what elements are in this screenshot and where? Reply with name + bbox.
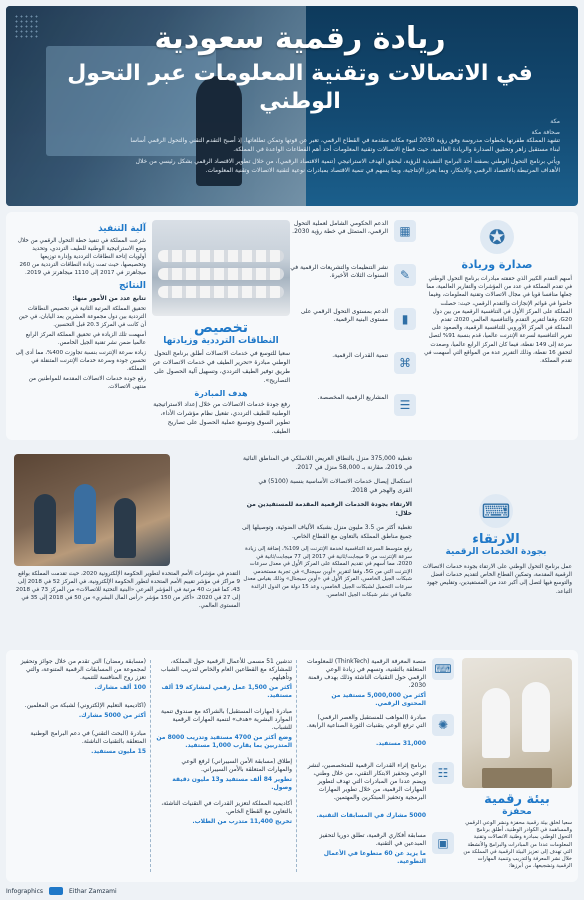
laptop-icon: ⌨: [432, 658, 454, 680]
quality-point: تغطية 375,000 منزل بالنطاق العريض اللاسلكي في المناطق النائية في 2019، مقارنة بـ 58,000 منزل في 2017.: [242, 455, 412, 471]
goal-title: هدف المبادرة: [194, 389, 248, 398]
quality-point: الارتقاء بجودة الخدمات الرقمية المقدمة للمستفيدين من خلال:: [246, 501, 412, 517]
quality-point: تغطية أكثر من 3.5 مليون منزل بشبكة الألياف الضوئية، وتوصيلها إلى جميع مناطق المملكة بالتعاون مع القطاع الخاص.: [242, 524, 412, 540]
robotics-photo: [462, 658, 572, 788]
hero-intro: [120, 136, 560, 178]
environment-list-left: [14, 658, 146, 756]
location: مكة: [550, 118, 560, 125]
people-icon: ☰: [394, 394, 416, 416]
quality-right: [420, 454, 572, 596]
leadership-text: أسهم التقدم الكبير الذي حققته مبادرات برنامج التحول الوطني في تقدم المملكة في عدد من المؤشرات والتقارير العالمية، مما جعلها منافسا قويا في مجال الاتصالات وتقنية المعلومات، وفيما خاضوا في قوائم الإنجازات والتقدم الرقمي، حيث: حصلت المملكة على المركز الأول في التنافسية الرقمية من بين دول G20، وفقا لتقرير التقدم والتنافسية العالمي 2020، تقدم المملكة في المركز الأوروبي للتنافسية الرقمية، والصعود على تقرير التنافسية لسرعة الإنترنت عالميا، قدم بنسبة 91% لتصل سرعة إلى 149 نقطة، فيما كان المركز الرابع عالميا، وصعدت لتحقق 16 نقطة، وذلك التقرير عدة من المواقع التي أسهمت في تقدم المملكة.: [424, 276, 572, 365]
env-item-highlight: 5000 مشارك في المسابقات التقنية.: [316, 812, 426, 819]
student-figure: [74, 484, 96, 544]
divider: [150, 660, 151, 872]
egov-rank-text: التقدم في مؤشرات الأمم المتحدة لتطوير الحكومة الإلكترونية 2020، حيث تقدمت المملكة بواقع 9 مراكز في مؤشر تقييم الأمم المتحدة لتطور الحكومة الإلكترونية، في المركز 52 في 2018 إلى 43، كما قفزت 40 مرتبة في المؤشر الفرعي «البنية التحتية للاتصالات» من المركز 73 في 2018 إلى 27 في 2020، «أكثر من 150 مؤشر «رأس المال البشري» من 50 في 2018 إلى 35 في المستوى العالمي.: [15, 571, 240, 609]
badge-icon: ✪: [480, 220, 514, 254]
divider: [296, 660, 297, 872]
impl-text: شرعت المملكة في تنفيذ خطة التحول الرقمي من خلال وضع الاستراتيجية الوطنية للطيف الترددي، وتحديد أولويات إتاحة النطاقات الترددية وإدارة توزيعها وتخصيصها، حيث تمت زيادة النطاقات الترددية من 260 ميجاهرتز في 2017 إلى 1110 ميجاهرتز في 2019.: [17, 238, 146, 276]
env-item-text: مبادرة (المواهب للمستقبل والعصر الرقمي) التي ترفع الوعي بتقنيات الثورة الصناعية الرابعة.: [306, 714, 426, 729]
dots-decoration: [14, 14, 40, 40]
robot-board: [482, 768, 552, 788]
env-item-text: منصة المعرفة الرقمية (ThinkTech) للمعلومات المتعلقة بالتقنية، وتسهم في زيادة الوعي الرقمي حول التقنيات الناشئة وذلك بهدف رقمنة 2030.: [307, 658, 426, 689]
section-spectrum: [6, 212, 578, 440]
network-icon: ⌘: [394, 352, 416, 374]
spectrum-main: [152, 320, 290, 436]
student-figure: [482, 688, 510, 758]
environment-title: بيئة رقمية: [484, 792, 550, 807]
section-environment: [6, 650, 578, 882]
grid-icon: ▦: [394, 220, 416, 242]
environment-intro-column: [462, 792, 572, 870]
quality-title: الارتقاء: [472, 532, 520, 547]
bulb-icon: ✺: [432, 714, 454, 736]
enabler-text: نشر التنظيمات والتشريعات الرقمية في السنوات الثلاث الأخيرة.: [290, 264, 388, 279]
student-figure: [114, 498, 136, 558]
result-item: رفع جودة خدمات الاتصالات المقدمة للمواطنين من منتهى الاتصالات.: [28, 376, 146, 390]
spectrum-text: سعيا للتوسع في خدمات الاتصالات أطلق برنامج التحول الوطني مبادرة «تحرير الطيف في خدمات الاتصالات عن طريق توفير الطيف الترددي، وتسهيل آلية الحصول على التصاريح».: [152, 350, 290, 384]
quality-point: رفع متوسط السرعة التنافسية لخدمة الإنترنت إلى 109%، إضافة إلى زيادة سرعة الإنترنت من 9 ميجابت/ثانية في 2017 إلى 77 ميجابت/ثانية في 2020، مما أسهم في تقديم المملكة على المركز الأول في معدل سرعات الإنترنت التي من 5G، وفقا لتقرير «أوبن سيجنال» في تجربة مستخدمي شبكات الجيل الخامس، المركز الأول في «أوبن سيجنال» وذلك بقياس معدل سرعات التحميل لشبكات الجيل الخامس، وعد 15 دولة من الدول الرائدة عالميا في نشر شبكات الجيل الخامس.: [243, 546, 412, 598]
env-item-highlight: 31,000 مستفيد.: [375, 740, 426, 747]
enabler-text: تنمية القدرات الرقمية.: [332, 352, 388, 359]
quality-intro: عمل برنامج التحول الوطني على الارتقاء بجودة خدمات الاتصالات الرقمية المقدمة، وتمكين القطاع الخاص لتقديم خدمات أفضل والتوسع فيها لتصل إلى أكبر عدد من المستفيدين، وتقليص جهود التباعد.: [422, 564, 572, 595]
mid-item-highlight: أكثر من 1,500 عمل رقمي لمشاركة 19 ألف مستفيد.: [161, 684, 292, 699]
enabler-text: المشاريع الرقمية المخصصة.: [317, 394, 388, 401]
mid-item-highlight: وضع أكثر من 4700 مستفيد وتدريب 8000 من المتدربين بما يقارب 1,000 مستفيد.: [156, 734, 292, 749]
env-item-highlight: ما يزيد عن 60 متطوعا في الأعمال التطوعية.: [323, 850, 426, 865]
left-item-text: مبادرة (البحث التقني) في دعم البرامج الوطنية المتعلقة بالتقنيات الناشئة.: [30, 730, 146, 745]
chip-icon: ▣: [432, 832, 454, 854]
environment-list-right: [304, 658, 454, 878]
footer-author: Eithar Zamzami: [69, 887, 117, 895]
goal-text: رفع جودة خدمات الاتصالات من خلال إعداد الاستراتيجية الوطنية للطيف الترددي، تفعيل نظام مؤشرات الأداء، تطوير السوق وتوسيع عملية الحصول على تصاريح الطيف.: [153, 401, 290, 435]
results-sub: تتابع عدد من الأمور منها:: [72, 295, 146, 302]
enablers-column: [286, 220, 416, 432]
env-item-text: برنامج إثراء القدرات الرقمية للمتخصصين، لنشر الوعي وتحفيز الابتكار التقني، من خلال وطني، ويضم عددا من المبادرات التي تهدف لتطوير المهارات الرقمية، من خلال تطوير المهارات البرمجية وتحفيز المبتكرين والمهتمين.: [307, 762, 426, 801]
mid-item-text: إطلاق (مسابقة الأمن السيبراني) لرفع الوعي والمهارات المتعلقة بالأمن السيبراني.: [181, 758, 292, 773]
environment-title-2: محفزة: [502, 807, 532, 817]
section-quality: [6, 446, 578, 644]
mid-item-highlight: تطوير 84 ألف مستفيد و13 مليون دقيقة وصول.: [172, 776, 292, 791]
result-item: زيادة سرعة الإنترنت بنسبة تجاوزت 400%، مما أدى إلى تحسين جودة وسرعة خدمات الإنترنت المتنقلة في المملكة.: [15, 350, 146, 372]
intro-p1: تشهد المملكة طفرتها بخطوات مدروسة وفق رؤية 2030 لتبوء مكانة متقدمة في القطاع الرقمي، تعبر عن قوتها وتمكن تطلعاتها. إذ أصبح التقدم التقني والتحول الرقمي أساسا لبناء مستقبل زاهر وتحقيق الصدارة والريادة العالمية، حيث قطاع الاتصالات وتقنية المعلومات أحد أهم القطاعات الواعدة في المملكة.: [130, 137, 560, 153]
mid-item-highlight: تخريج 11,400 متدرب من الطلاب.: [192, 818, 292, 825]
leadership-title: صدارة وريادة: [461, 258, 533, 271]
mid-item-text: تدشين 51 مسمى للأعمال الرقمية حول المملكة، للمشاركة مع القطاعين العام والخاص لتدريب الشباب وتأهيلهم.: [160, 658, 292, 681]
mid-item-text: أكاديمية المملكة لتعزيز القدرات في التقنيات الناشئة، بالتعاون مع القطاع الخاص.: [161, 800, 292, 815]
hero-subtitle: في الاتصالات وتقنية المعلومات عبر التحول الوطني: [67, 61, 533, 114]
student-figure: [34, 494, 56, 554]
spectrum-title: تخصيص: [194, 320, 248, 336]
conference-photo: [152, 220, 290, 316]
hero-title: ريادة رقمية سعودية: [154, 21, 446, 56]
bars-icon: ▮: [394, 308, 416, 330]
footer: [6, 884, 578, 898]
left-item-text: (مسابقة رمضان) التي تقدم من خلال جوائز وتحفيز لمجموعة من المسابقات الرقمية المتنوعة، والتي تعزز روح المنافسة للتنمية.: [20, 658, 146, 681]
left-item-highlight: 15 مليون مستفيد.: [91, 748, 146, 755]
env-item-highlight: أكثر من 5,000,000 مستفيد من المحتوى الرقمي.: [331, 692, 426, 707]
student-figure: [522, 682, 550, 752]
result-item: تحقيق المملكة المرتبة الثانية في تخصيص النطاقات الترددية بين دول مجموعة العشرين بعد اليابان، في حين أن كانت في المركز 20.3 قبل التحسين.: [18, 306, 146, 328]
impl-title: آلية التنفيذ: [98, 224, 146, 234]
brand-logo-icon: [49, 887, 63, 895]
pen-icon: ✎: [394, 264, 416, 286]
left-item-text: (اكاديمية التعليم الإلكتروني) لشبكة من المعلمين.: [24, 702, 146, 709]
quality-title-2: بجودة الخدمات الرقمية: [445, 547, 547, 557]
mid-item-text: مبادرة (مهارات المستقبل) بالشراكة مع صندوق تنمية الموارد البشرية «هدف» لتنمية المهارات الرقمية للشباب.: [161, 708, 292, 731]
env-item-text: مسابقة أفكاري الرقمية، تطلق دوريا لتحفيز المبدعين في التقنية.: [319, 832, 426, 847]
quality-point: استكمال إيصال خدمات الاتصالات الأساسية بنسبة (5100) في القرى والهجر في 2018.: [258, 478, 412, 494]
environment-intro: سعيا لخلق بيئة رقمية محفزة ونشر الوعي الرقمي والمساهمة في الكوادر الوطنية، أطلق برنامج التحول الوطني بمبادرة وطنية الاتصالات وتقنية المعلومات عددا من المبادرات والبرامج والأنشطة التي تهدف إلى تعزيز البيئة الرقمية في المملكة من خلال نشر المعرفة والتدريب وتنمية المهارات الرقمية وتشجيعها، من أبرزها:: [463, 820, 572, 870]
stack-icon: ☷: [432, 762, 454, 784]
audience-row: [158, 268, 284, 280]
spectrum-title-2: النطاقات الترددية وزيادتها: [163, 336, 279, 346]
audience-row: [158, 286, 284, 298]
laptop-icon: ⌨: [479, 494, 513, 528]
left-item-highlight: أكثر من 5000 مشارك.: [78, 712, 146, 719]
hero-banner: [6, 6, 578, 206]
left-item-highlight: 100 ألف مشارك.: [94, 684, 146, 691]
audience-row: [158, 250, 284, 262]
leadership-column: [422, 220, 572, 365]
implementation-column: [14, 220, 146, 391]
enabler-text: الدعم بمستوى التحول الرقمي على مستوى البنية الرقمية.: [300, 308, 388, 323]
environment-list-mid: [156, 658, 292, 826]
results-title: النتائج: [118, 281, 146, 291]
quality-points: [242, 454, 412, 599]
result-item: أسهمت تلك الزيادة في تحقيق المملكة المركز الرابع عالميا ضمن نشر تقنية الجيل الخامس.: [25, 332, 146, 346]
publisher: صحافة مكة: [531, 129, 560, 136]
students-photo: [14, 454, 170, 566]
intro-p2: ويأتي برنامج التحول الوطني بصفته أحد البرامج التنفيذية للرؤية، ليحقق الهدف الاستراتيجي (تنمية الاقتصاد الرقمي)، من خلال تطوير الاقتصاد الرقمي بشكل رئيسي من خلال الأهداف المرتبطة بالاقتصاد الرقمي والابتكار، وبما يعزز الإنتاجية، وبما يسهم في تنمية الاقتصاد بمبادرات نوعية لتقنية الاتصالات وتقنية المعلومات.: [135, 158, 560, 174]
enabler-text: الدعم الحكومي الشامل لعملية التحول الرقمي، المتمثل في خطة رؤية 2030.: [292, 220, 388, 235]
footer-label: Infographics: [6, 887, 44, 895]
